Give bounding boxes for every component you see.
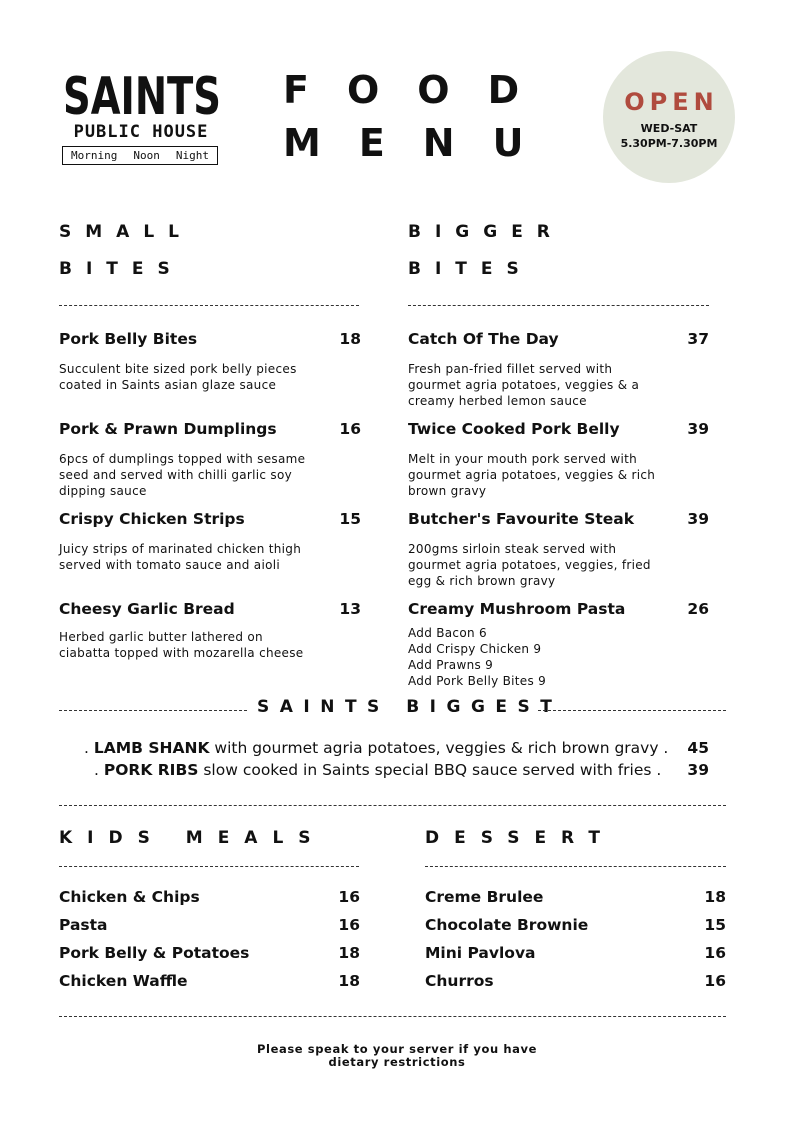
kids-item-price: 18 (338, 972, 360, 990)
desc-line: Juicy strips of marinated chicken thigh (59, 542, 302, 556)
desc-line: brown gravy (408, 484, 487, 498)
badge-hours: 5.30PM-7.30PM (620, 137, 718, 150)
bigger-bite-name: Butcher's Favourite Steak (408, 510, 635, 528)
title-menu: MENU (283, 121, 562, 165)
title-food: FOOD (283, 68, 558, 112)
bigger-bite-price: 39 (687, 510, 709, 528)
dietary-note (0, 1043, 794, 1069)
desc-line: seed and served with chilli garlic soy (59, 468, 293, 482)
divider (59, 1016, 726, 1017)
desc-line: Fresh pan-fried fillet served with (408, 362, 613, 376)
biggest-item-desc: with gourmet agria potatoes, veggies & rich brown gravy . (209, 739, 669, 757)
divider (408, 305, 709, 306)
desc-line: creamy herbed lemon sauce (408, 394, 587, 408)
dessert-item-price: 15 (704, 916, 726, 934)
bullet: . (94, 761, 104, 779)
addon-line: Add Bacon 6 (408, 626, 487, 640)
divider (425, 866, 726, 867)
divider (59, 805, 726, 806)
bigger-bite-price: 26 (687, 600, 709, 618)
bigger-bite-price: 37 (687, 330, 709, 348)
biggest-item-name: PORK RIBS (103, 761, 199, 779)
logo-tag-noon: Noon (133, 149, 160, 162)
desc-line: gourmet agria potatoes, veggies & a (408, 378, 640, 392)
dessert-item-price: 18 (704, 888, 726, 906)
kids-item-name: Pasta (59, 916, 108, 934)
logo-tag-morning: Morning (71, 149, 118, 162)
dessert-item-name: Chocolate Brownie (425, 916, 589, 934)
desc-line: Melt in your mouth pork served with (408, 452, 638, 466)
addon-line: Add Pork Belly Bites 9 (408, 674, 547, 688)
bigger-bite-price: 39 (687, 420, 709, 438)
small-bites-heading-1: SMALL (59, 222, 193, 242)
bigger-bite-name: Twice Cooked Pork Belly (408, 420, 620, 438)
kids-item-price: 16 (338, 916, 360, 934)
biggest-item-price: 39 (687, 761, 709, 779)
kids-item-price: 18 (338, 944, 360, 962)
footer-line: dietary restrictions (328, 1055, 466, 1069)
small-bite-desc (59, 361, 297, 393)
kids-item-name: Chicken & Chips (59, 888, 200, 906)
badge-status: OPEN (624, 88, 719, 116)
kids-meals-heading: KIDS MEALS (59, 828, 326, 848)
desc-line: Herbed garlic butter lathered on (59, 630, 263, 644)
bigger-bite-name: Creamy Mushroom Pasta (408, 600, 626, 618)
desc-line: 6pcs of dumplings topped with sesame (59, 452, 306, 466)
logo-subtitle: PUBLIC HOUSE (73, 122, 209, 142)
desc-line: 200gms sirloin steak served with (408, 542, 617, 556)
bigger-bite-desc (408, 451, 655, 499)
divider (59, 710, 247, 711)
bullet: . (84, 739, 94, 757)
dessert-item-name: Mini Pavlova (425, 944, 536, 962)
divider (538, 710, 726, 711)
addon-line: Add Prawns 9 (408, 658, 494, 672)
small-bite-price: 16 (339, 420, 361, 438)
biggest-item-price: 45 (687, 739, 709, 757)
desc-line: coated in Saints asian glaze sauce (59, 378, 277, 392)
bigger-bites-heading-1: BIGGER (408, 222, 564, 242)
logo-tag-night: Night (175, 149, 209, 162)
kids-item-name: Chicken Waffle (59, 972, 188, 990)
bigger-bite-addons (408, 625, 546, 689)
small-bite-name: Pork & Prawn Dumplings (59, 420, 277, 438)
logo-tagline (62, 146, 218, 165)
open-hours-badge (603, 51, 735, 183)
bigger-bites-heading-2: BITES (408, 259, 533, 279)
kids-item-price: 16 (338, 888, 360, 906)
bigger-bite-name: Catch Of The Day (408, 330, 559, 348)
addon-line: Add Crispy Chicken 9 (408, 642, 542, 656)
dessert-heading: DESSERT (425, 828, 615, 848)
small-bite-name: Pork Belly Bites (59, 330, 198, 348)
dessert-item-price: 16 (704, 972, 726, 990)
footer-line: Please speak to your server if you have (257, 1042, 537, 1056)
dessert-item-name: Creme Brulee (425, 888, 544, 906)
kids-item-name: Pork Belly & Potatoes (59, 944, 250, 962)
desc-line: Succulent bite sized pork belly pieces (59, 362, 297, 376)
desc-line: egg & rich brown gravy (408, 574, 556, 588)
biggest-item-desc: slow cooked in Saints special BBQ sauce served with fries . (198, 761, 662, 779)
small-bite-desc (59, 541, 301, 573)
saints-logo (62, 60, 222, 127)
biggest-item (84, 741, 668, 757)
saints-biggest-heading: SAINTS BIGGEST (257, 697, 563, 717)
desc-line: ciabatta topped with mozarella cheese (59, 646, 304, 660)
logo-name: SAINTS (63, 67, 221, 127)
biggest-item (94, 763, 661, 779)
small-bite-desc (59, 451, 305, 499)
desc-line: served with tomato sauce and aioli (59, 558, 281, 572)
small-bite-price: 15 (339, 510, 361, 528)
dessert-item-name: Churros (425, 972, 494, 990)
desc-line: gourmet agria potatoes, veggies & rich (408, 468, 656, 482)
bigger-bite-desc (408, 361, 639, 409)
small-bites-heading-2: BITES (59, 259, 184, 279)
divider (59, 305, 359, 306)
biggest-item-name: LAMB SHANK (93, 739, 210, 757)
divider (59, 866, 359, 867)
small-bite-price: 18 (339, 330, 361, 348)
badge-days: WED-SAT (640, 122, 698, 135)
desc-line: gourmet agria potatoes, veggies, fried (408, 558, 651, 572)
small-bite-price: 13 (339, 600, 361, 618)
small-bite-name: Cheesy Garlic Bread (59, 600, 235, 618)
bigger-bite-desc (408, 541, 651, 589)
dessert-item-price: 16 (704, 944, 726, 962)
small-bite-name: Crispy Chicken Strips (59, 510, 245, 528)
small-bite-desc (59, 629, 303, 661)
desc-line: dipping sauce (59, 484, 147, 498)
